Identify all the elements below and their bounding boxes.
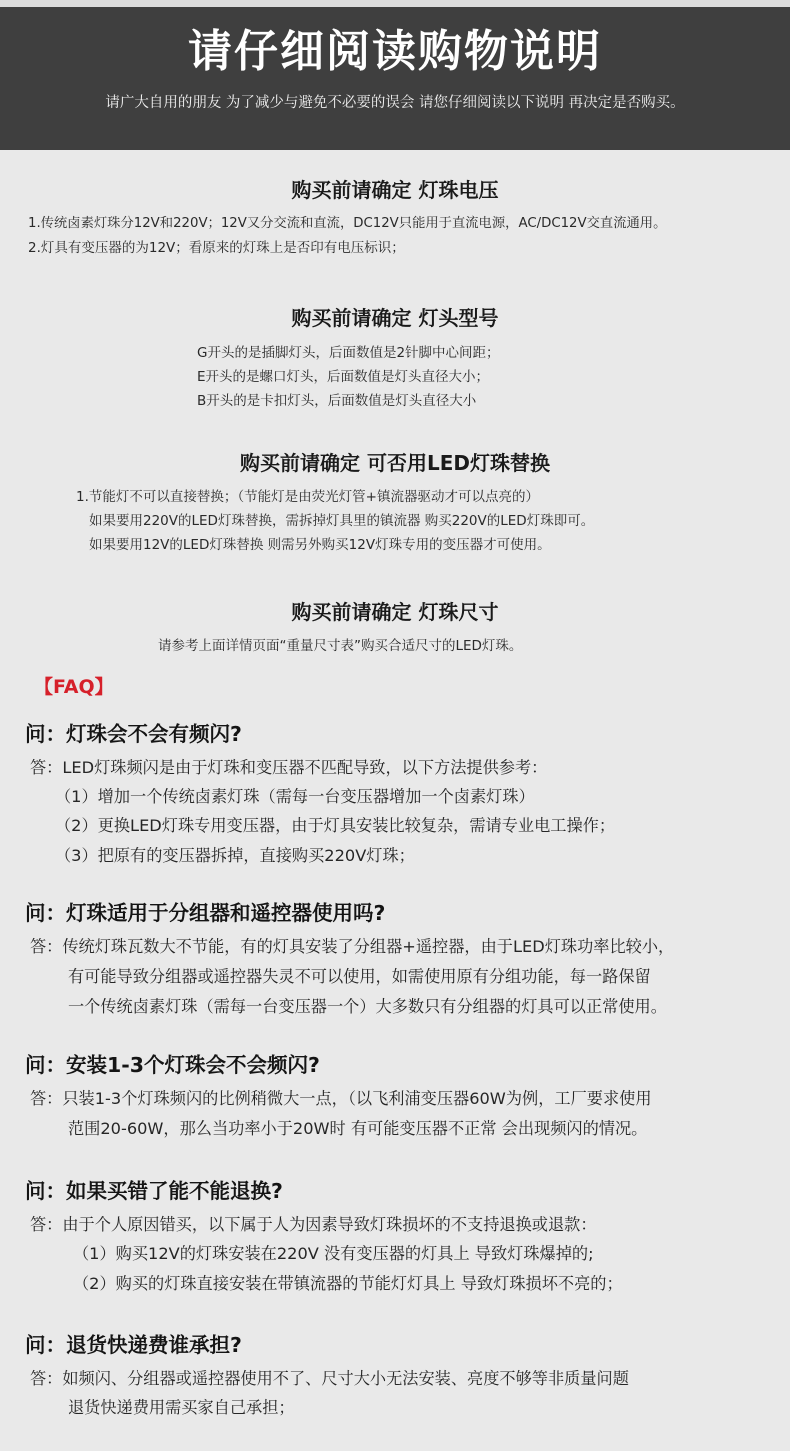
base-line: G开头的是插脚灯头，后面数值是2针脚中心间距； [197,345,500,361]
faq-answer-line: 退货快递费用需买家自己承担； [68,1398,295,1417]
base-line: E开头的是螺口灯头，后面数值是灯头直径大小； [197,369,490,385]
led-line: 如果要用220V的LED灯珠替换，需拆掉灯具里的镇流器 购买220V的LED灯珠即可。 [89,513,595,529]
base-line: B开头的是卡扣灯头，后面数值是灯头直径大小 [197,393,477,409]
faq-answer-line: 答：如频闪、分组器或遥控器使用不了、尺寸大小无法安装、亮度不够等非质量问题 [30,1369,629,1388]
faq-answer-line: 答：LED灯珠频闪是由于灯珠和变压器不匹配导致，以下方法提供参考： [30,758,548,777]
faq-answer-line: （2）购买的灯珠直接安装在带镇流器的节能灯灯具上 导致灯珠损坏不亮的； [73,1274,623,1293]
faq-answer-line: （3）把原有的变压器拆掉，直接购买220V灯珠； [55,846,415,865]
faq-answer-line: （1）购买12V的灯珠安装在220V 没有变压器的灯具上 导致灯珠爆掉的; [73,1244,594,1263]
faq-question: 问：如果买错了能不能退换? [25,1179,283,1203]
faq-answer-line: 答：传统灯珠瓦数大不节能，有的灯具安装了分组器+遥控器，由于LED灯珠功率比较小， [30,937,675,956]
led-line: 如果要用12V的LED灯珠替换 则需另外购买12V灯珠专用的变压器才可使用。 [89,537,551,553]
section-title-base: 购买前请确定 灯头型号 [291,306,499,330]
faq-answer-line: 有可能导致分组器或遥控器失灵不可以使用，如需使用原有分组功能，每一路保留 [68,967,651,986]
section-title-led: 购买前请确定 可否用LED灯珠替换 [240,451,550,475]
faq-tag: 【FAQ】 [34,676,114,698]
voltage-line: 2.灯具有变压器的为12V；看原来的灯珠上是否印有电压标识； [28,240,405,256]
faq-answer-line: 答：只装1-3个灯珠频闪的比例稍微大一点，（以飞利浦变压器60W为例，工厂要求使用 [30,1089,652,1108]
faq-answer-line: 一个传统卤素灯珠（需每一台变压器一个）大多数只有分组器的灯具可以正常使用。 [68,997,667,1016]
banner-title: 请仔细阅读购物说明 [188,26,602,77]
section-title-size: 购买前请确定 灯珠尺寸 [291,600,499,624]
faq-question: 问：安装1-3个灯珠会不会频闪? [25,1053,320,1077]
faq-question: 问：退货快递费谁承担? [25,1333,242,1357]
faq-question: 问：灯珠适用于分组器和遥控器使用吗? [25,901,386,925]
faq-answer-line: 答：由于个人原因错买，以下属于人为因素导致灯珠损坏的不支持退换或退款： [30,1215,597,1234]
section-title-voltage: 购买前请确定 灯珠电压 [291,178,499,202]
size-line: 请参考上面详情页面“重量尺寸表”购买合适尺寸的LED灯珠。 [158,638,523,654]
faq-question: 问：灯珠会不会有频闪? [25,722,242,746]
banner-subtitle: 请广大自用的朋友 为了减少与避免不必要的误会 请您仔细阅读以下说明 再决定是否购买。 [105,95,685,111]
voltage-line: 1.传统卤素灯珠分12V和220V；12V又分交流和直流，DC12V只能用于直流电源，AC/DC12V交直流通用。 [28,216,667,231]
faq-answer-line: （2）更换LED灯珠专用变压器，由于灯具安装比较复杂，需请专业电工操作； [55,816,616,835]
faq-answer-line: （1）增加一个传统卤素灯珠（需每一台变压器增加一个卤素灯珠） [55,787,535,806]
led-line: 1.节能灯不可以直接替换；（节能灯是由荧光灯管+镇流器驱动才可以点亮的） [76,489,539,505]
faq-answer-line: 范围20-60W，那么当功率小于20W时 有可能变压器不正常 会出现频闪的情况。 [68,1119,648,1138]
